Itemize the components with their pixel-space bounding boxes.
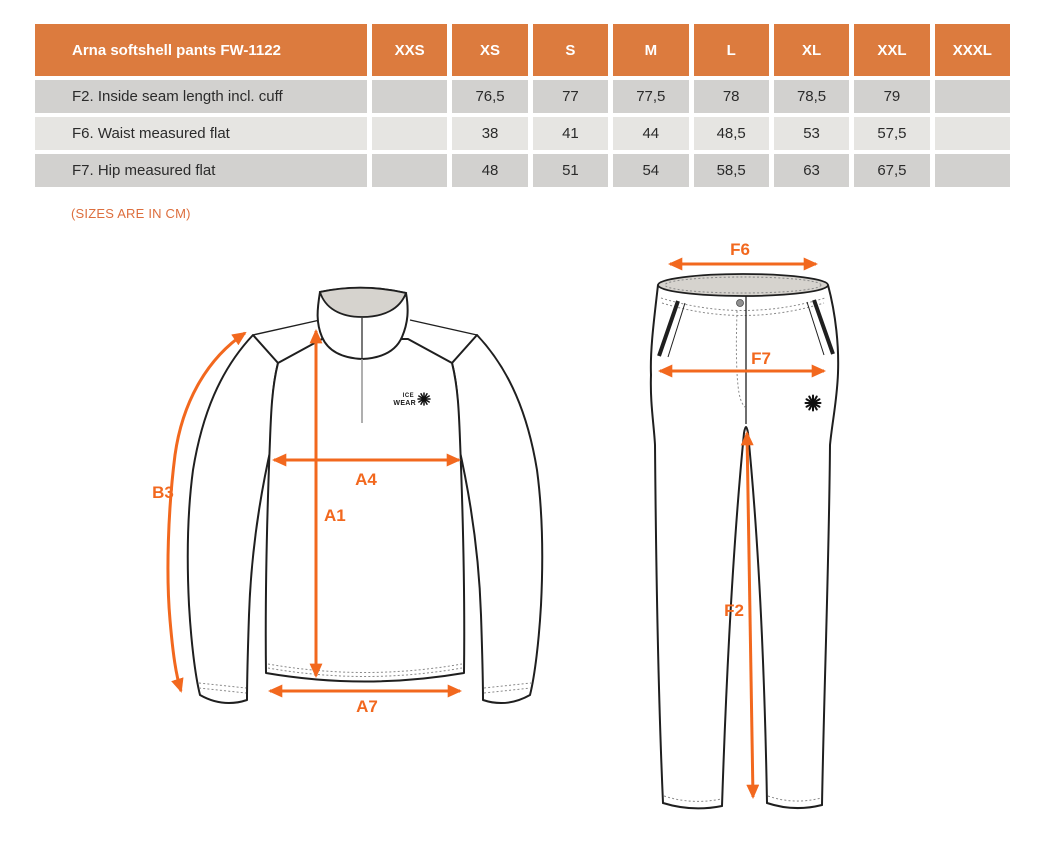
- cell-f7-xxs: [372, 154, 447, 187]
- cell-f7-xl: 63: [774, 154, 849, 187]
- size-column-header-xxs: XXS: [372, 24, 447, 76]
- pants-waist-opening: [658, 274, 828, 296]
- cell-f2-xl: 78,5: [774, 80, 849, 113]
- cell-f7-xxxl: [935, 154, 1010, 187]
- cell-f6-xxs: [372, 117, 447, 150]
- dimension-label-b3: B3: [152, 483, 174, 502]
- size-column-header-s: S: [533, 24, 608, 76]
- jacket-body: [266, 339, 465, 682]
- dimension-label-f7: F7: [751, 349, 771, 368]
- product-title-header: Arna softshell pants FW-1122: [35, 24, 367, 76]
- size-column-header-m: M: [613, 24, 688, 76]
- jacket-right-sleeve: [452, 335, 542, 703]
- cell-f7-l: 58,5: [694, 154, 769, 187]
- cell-f7-xs: 48: [452, 154, 527, 187]
- row-label-f2: F2. Inside seam length incl. cuff: [35, 80, 367, 113]
- cell-f2-xs: 76,5: [452, 80, 527, 113]
- jacket-diagram: [100, 265, 570, 735]
- row-label-f7: F7. Hip measured flat: [35, 154, 367, 187]
- dimension-label-a7: A7: [356, 697, 378, 716]
- cell-f7-xxl: 67,5: [854, 154, 929, 187]
- icewear-logo-line2: WEAR: [393, 400, 416, 407]
- cell-f2-s: 77: [533, 80, 608, 113]
- size-table: [35, 24, 1010, 187]
- size-column-header-xxxl: XXXL: [935, 24, 1010, 76]
- cell-f7-s: 51: [533, 154, 608, 187]
- cell-f2-xxl: 79: [854, 80, 929, 113]
- size-column-header-xxl: XXL: [854, 24, 929, 76]
- cell-f6-s: 41: [533, 117, 608, 150]
- units-note: (SIZES ARE IN CM): [71, 206, 191, 221]
- pants-body: [651, 285, 838, 806]
- dimension-label-f6: F6: [730, 240, 750, 259]
- pants-button: [737, 300, 744, 307]
- dimension-label-a1: A1: [324, 506, 346, 525]
- jacket-left-sleeve: [188, 335, 278, 703]
- cell-f6-m: 44: [613, 117, 688, 150]
- cell-f6-xs: 38: [452, 117, 527, 150]
- size-column-header-xs: XS: [452, 24, 527, 76]
- cell-f6-xxxl: [935, 117, 1010, 150]
- size-column-header-l: L: [694, 24, 769, 76]
- icewear-logo-line1: ICE: [402, 393, 414, 399]
- cell-f2-m: 77,5: [613, 80, 688, 113]
- cell-f6-l: 48,5: [694, 117, 769, 150]
- cell-f2-xxs: [372, 80, 447, 113]
- cell-f7-m: 54: [613, 154, 688, 187]
- cell-f2-l: 78: [694, 80, 769, 113]
- cell-f6-xl: 53: [774, 117, 849, 150]
- dimension-label-f2: F2: [724, 601, 744, 620]
- row-label-f6: F6. Waist measured flat: [35, 117, 367, 150]
- size-column-header-xl: XL: [774, 24, 849, 76]
- cell-f2-xxxl: [935, 80, 1010, 113]
- cell-f6-xxl: 57,5: [854, 117, 929, 150]
- pants-diagram: [630, 235, 860, 847]
- dimension-label-a4: A4: [355, 470, 377, 489]
